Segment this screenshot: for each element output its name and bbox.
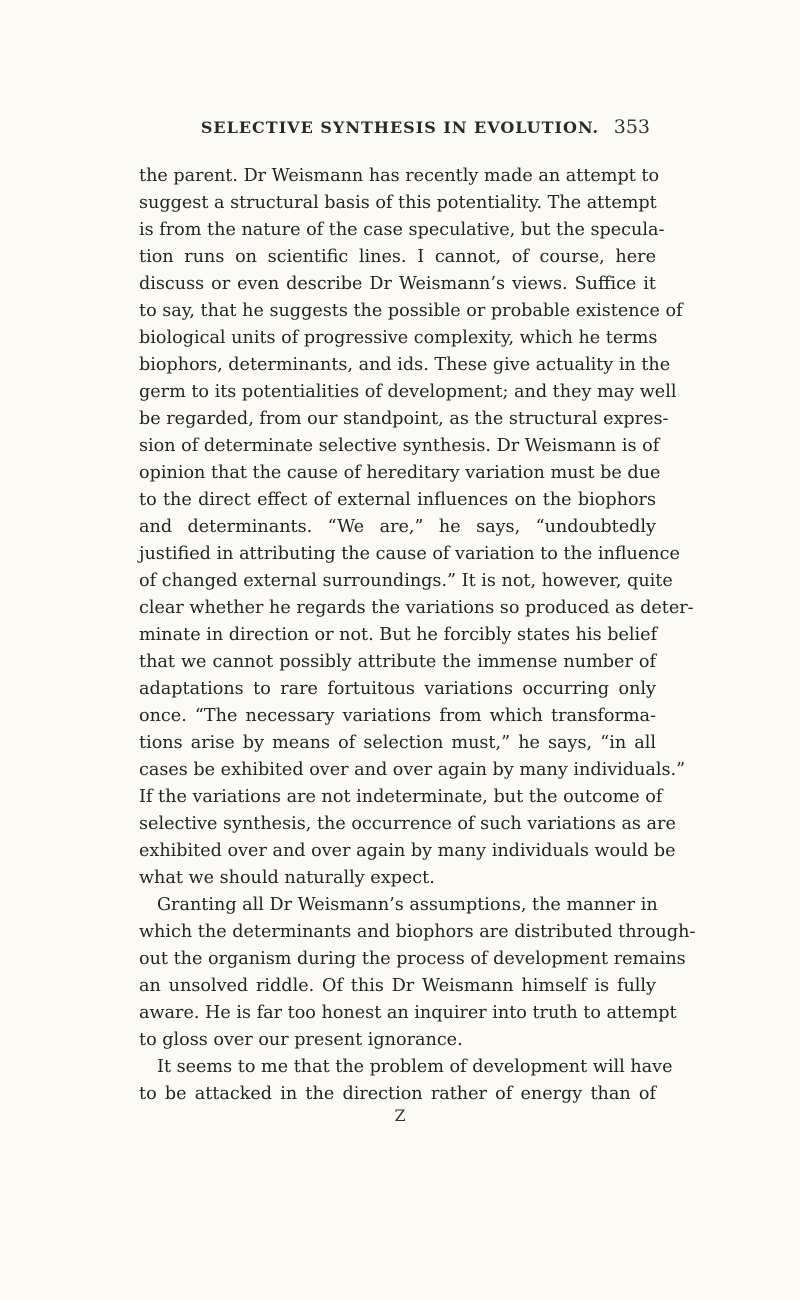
page-number: 353 [613, 116, 650, 138]
text-line: Granting all Dr Weismann’s assumptions, the manner in [157, 895, 658, 915]
text-line: minate in direction or not. But he forcibly states his belief [139, 625, 658, 645]
text-line: selective synthesis, the occurrence of such variations as are [139, 814, 676, 834]
text-line: out the organism during the process of development remains [139, 949, 686, 969]
text-line: germ to its potentialities of development; and they may well [139, 382, 677, 402]
running-head [0, 118, 800, 148]
text-line: an unsolved riddle. Of this Dr Weismann himself is fully [139, 976, 656, 996]
text-line: exhibited over and over again by many individuals would be [139, 841, 676, 861]
text-line: If the variations are not indeterminate, but the outcome of [139, 787, 663, 807]
text-line: sion of determinate selective synthesis. Dr Weismann is of [139, 436, 660, 456]
text-line: is from the nature of the case speculative, but the specula- [139, 220, 665, 240]
text-line: aware. He is far too honest an inquirer into truth to attempt [139, 1003, 677, 1023]
text-line: biological units of progressive complexity, which he terms [139, 328, 658, 348]
text-line: tions arise by means of selection must,” he says, “in all [139, 733, 656, 753]
text-line: justified in attributing the cause of variation to the influence [139, 544, 680, 564]
text-line: suggest a structural basis of this potentiality. The attempt [139, 193, 657, 213]
text-line: tion runs on scientific lines. I cannot, of course, here [139, 247, 656, 267]
text-line: which the determinants and biophors are distributed through- [139, 922, 696, 942]
text-line: adaptations to rare fortuitous variations occurring only [139, 679, 656, 699]
text-line: the parent. Dr Weismann has recently made an attempt to [139, 166, 660, 186]
text-line: clear whether he regards the variations so produced as deter- [139, 598, 694, 618]
text-line: to gloss over our present ignorance. [139, 1030, 463, 1050]
text-line: what we should naturally expect. [139, 868, 435, 888]
text-line: discuss or even describe Dr Weismann’s views. Suffice it [139, 274, 656, 294]
text-line: It seems to me that the problem of development will have [157, 1057, 673, 1077]
text-line: that we cannot possibly attribute the immense number of [139, 652, 656, 672]
text-line: to say, that he suggests the possible or probable existence of [139, 301, 683, 321]
text-line: to the direct effect of external influences on the biophors [139, 490, 656, 510]
signature-mark: Z [394, 1106, 406, 1125]
running-title: SELECTIVE SYNTHESIS IN EVOLUTION. [200, 118, 600, 137]
text-line: to be attacked in the direction rather of energy than of [139, 1084, 656, 1104]
text-line: opinion that the cause of hereditary variation must be due [139, 463, 661, 483]
text-line: once. “The necessary variations from which transforma- [139, 706, 656, 726]
text-line: and determinants. “We are,” he says, “undoubtedly [139, 517, 656, 537]
text-line: be regarded, from our standpoint, as the structural expres- [139, 409, 669, 429]
text-line: of changed external surroundings.” It is not, however, quite [139, 571, 673, 591]
text-line: biophors, determinants, and ids. These give actuality in the [139, 355, 671, 375]
text-line: cases be exhibited over and over again by many individuals.” [139, 760, 686, 780]
